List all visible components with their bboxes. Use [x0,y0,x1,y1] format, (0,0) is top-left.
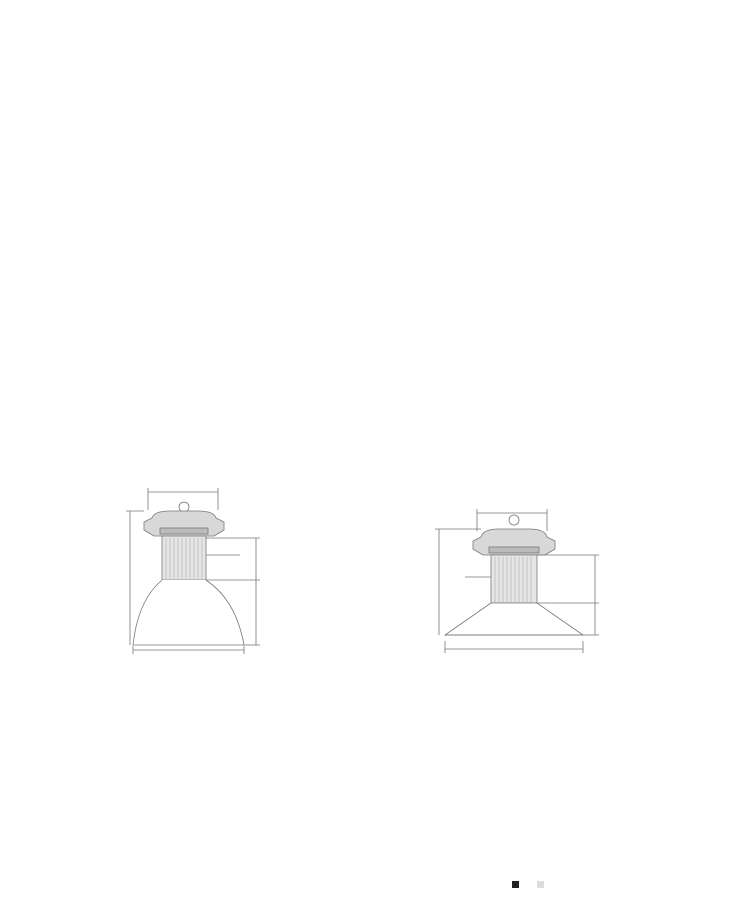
illum-legend [505,880,551,889]
legend-vertical-swatch2 [512,881,519,888]
polar-chart [160,727,380,877]
polar-legend [208,880,232,889]
left-lamp-drawing [100,480,270,665]
illuminance-chart [455,752,725,870]
legend-0h-swatch [208,881,215,888]
right-lamp-drawing [425,495,605,660]
legend-horizontal-swatch [537,881,544,888]
legend-horizontal-swatch2 [544,881,551,888]
hook-ring [179,502,189,512]
legend-90h-swatch [225,881,232,888]
legend-vertical-swatch [505,881,512,888]
